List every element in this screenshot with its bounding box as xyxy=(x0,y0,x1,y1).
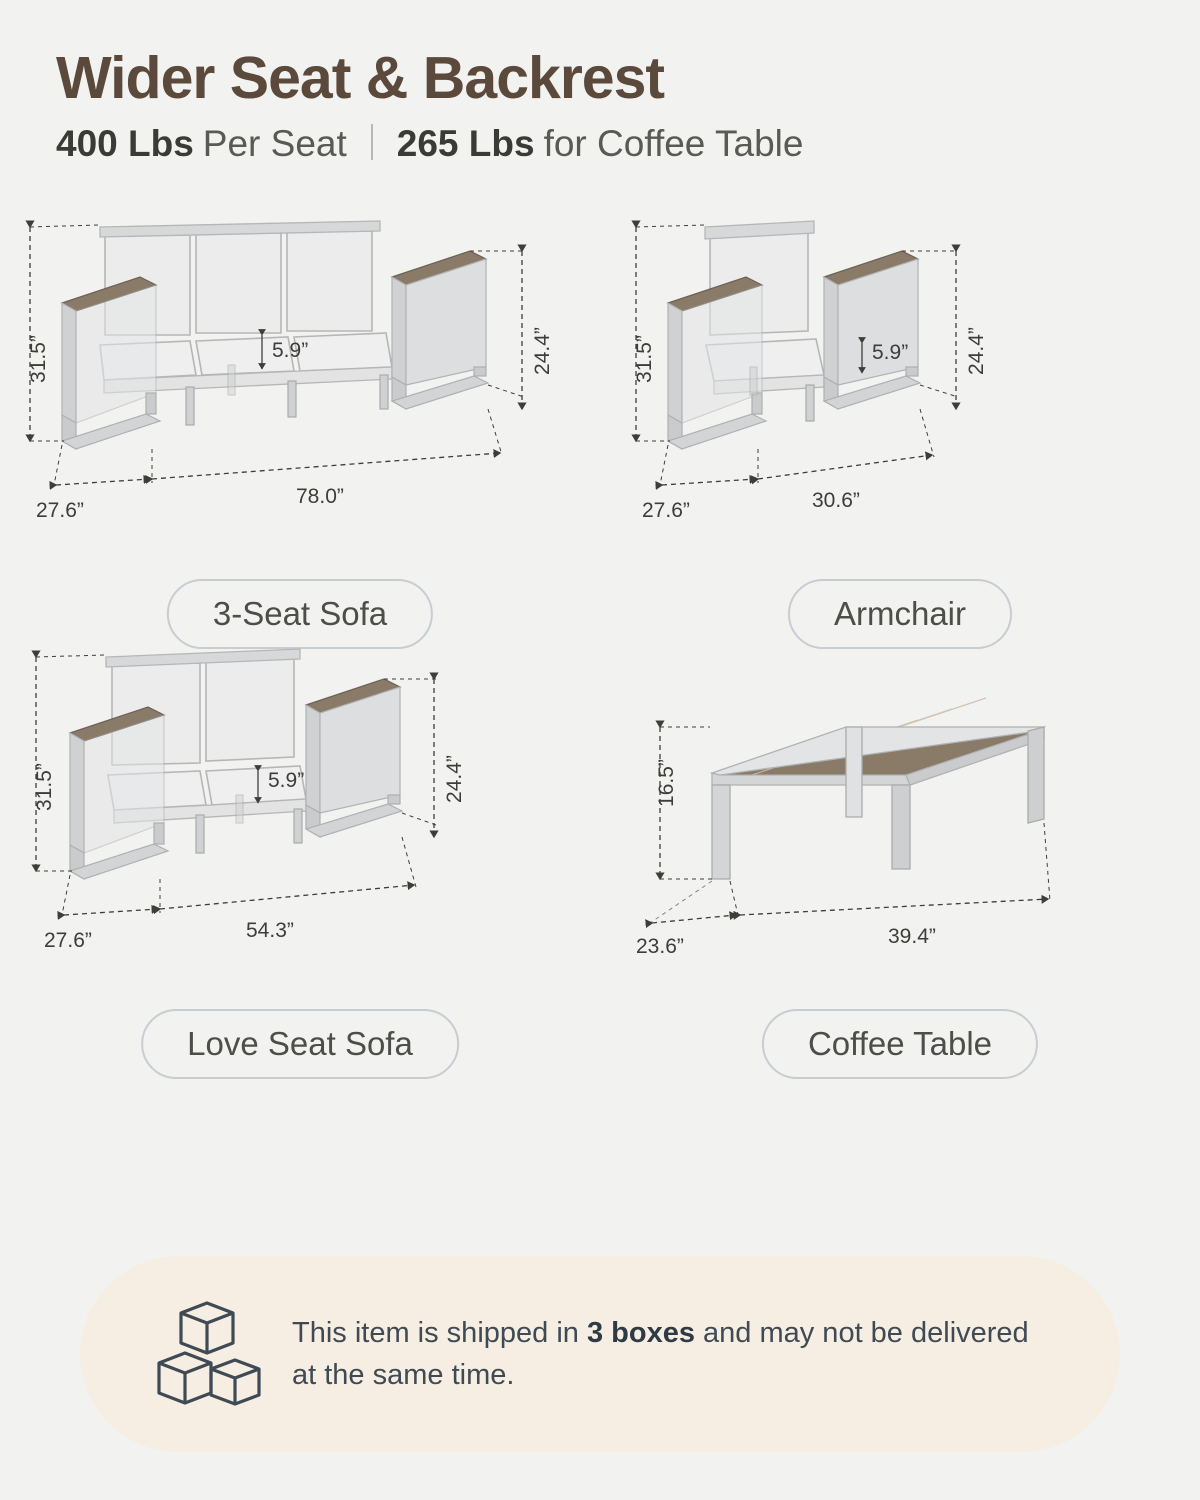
page-title: Wider Seat & Backrest xyxy=(56,45,665,111)
shipping-text-after: and may not be delivered at the same time. xyxy=(292,1316,1029,1391)
dim-table-width: 39.4” xyxy=(888,924,936,948)
product-label-3-seat-sofa[interactable]: 3-Seat Sofa xyxy=(167,579,433,649)
dim-loveseat-depth: 27.6” xyxy=(44,928,92,952)
coffee-table-illustration xyxy=(600,647,1200,977)
dim-armchair-cushion: 5.9” xyxy=(872,340,909,364)
vertical-divider xyxy=(371,124,373,160)
shipping-text-before: This item is shipped in xyxy=(292,1316,587,1349)
dim-loveseat-cushion: 5.9” xyxy=(268,768,305,792)
product-label-love-seat-sofa[interactable]: Love Seat Sofa xyxy=(141,1009,459,1079)
product-grid xyxy=(0,217,1200,1107)
shipping-note xyxy=(80,1256,1120,1452)
product-card-love-seat-sofa xyxy=(0,647,600,1107)
shipping-box-count: 3 boxes xyxy=(586,1316,695,1349)
armchair-svg xyxy=(600,217,1200,547)
loveseat-svg xyxy=(0,647,600,977)
table-weight-label: for Coffee Table xyxy=(543,122,804,164)
loveseat-illustration xyxy=(0,647,600,977)
dim-sofa3-cushion: 5.9” xyxy=(272,338,309,362)
product-label-coffee-table[interactable]: Coffee Table xyxy=(762,1009,1038,1079)
seat-weight-label: Per Seat xyxy=(202,122,347,164)
dim-sofa3-depth: 27.6” xyxy=(36,498,84,522)
product-card-armchair xyxy=(600,217,1200,647)
dim-sofa3-width: 78.0” xyxy=(296,484,344,508)
dim-loveseat-width: 54.3” xyxy=(246,918,294,942)
dim-armchair-depth: 27.6” xyxy=(642,498,690,522)
dim-table-depth: 23.6” xyxy=(636,934,684,958)
armchair-illustration xyxy=(600,217,1200,547)
dim-loveseat-height: 31.5” xyxy=(33,763,56,811)
dim-armchair-back-height: 24.4” xyxy=(965,327,988,375)
dim-table-height: 16.5” xyxy=(655,759,678,807)
seat-weight-value: 400 Lbs xyxy=(56,122,194,164)
boxes-icon xyxy=(140,1299,280,1409)
product-card-3-seat-sofa xyxy=(0,217,600,647)
product-card-coffee-table xyxy=(600,647,1200,1107)
dim-sofa3-back-height: 24.4” xyxy=(531,327,554,375)
header xyxy=(0,0,1200,165)
shipping-text xyxy=(292,1312,1060,1396)
weight-capacity-line xyxy=(56,120,1144,165)
dim-armchair-height: 31.5” xyxy=(633,335,656,383)
dim-loveseat-back-height: 24.4” xyxy=(443,755,466,803)
sofa-3seat-illustration xyxy=(0,217,600,547)
dim-sofa3-height: 31.5” xyxy=(27,335,50,383)
table-weight-value: 265 Lbs xyxy=(396,122,535,164)
dim-armchair-width: 30.6” xyxy=(812,488,860,512)
product-label-armchair[interactable]: Armchair xyxy=(788,579,1012,649)
